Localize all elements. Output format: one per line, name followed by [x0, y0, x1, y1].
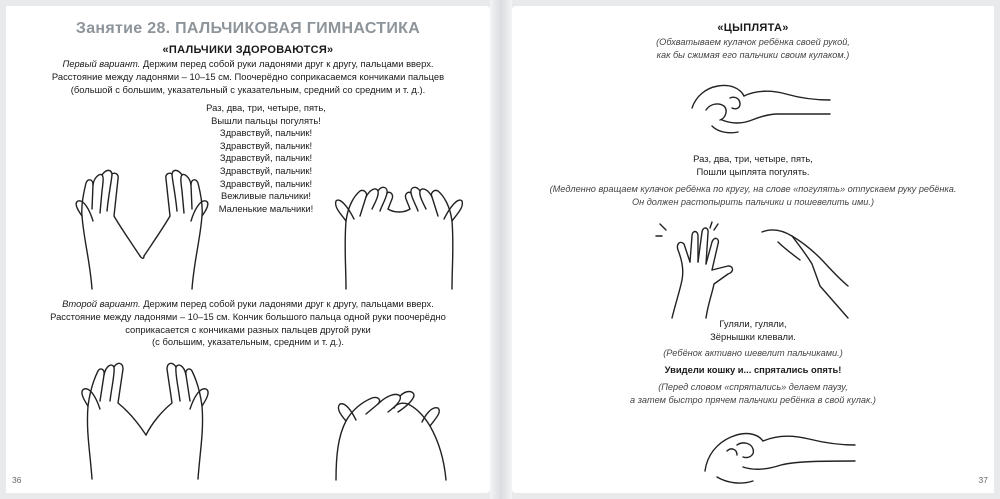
book-spine [490, 0, 512, 499]
hands-illustration-4 [306, 356, 466, 481]
variant2-label: Второй вариант. [62, 298, 141, 309]
game-title-chicks: «ЦЫПЛЯТА» [717, 22, 789, 34]
fist-illustration-2 [697, 411, 857, 491]
variant1-instructions: Первый вариант. Держим перед собой руки ладонями друг к другу, пальцами вверх. Расстояние между ладонями – 10–15 см. Поочерёдно соприкасаемся кончиками пальцев (большой с большим, указательный с указательным, средний со средним и т. д.). [51, 58, 445, 95]
variant1-label: Первый вариант. [62, 58, 141, 69]
game-title: «ПАЛЬЧИКИ ЗДОРОВАЮТСЯ» [162, 44, 334, 56]
page-number-left: 36 [12, 475, 22, 485]
note-4: (Перед словом «спрятались» делаем паузу, а затем быстро прячем пальчики ребёнка в свой кулак.) [630, 382, 876, 405]
right-page [512, 6, 994, 493]
lesson-title: Занятие 28. ПАЛЬЧИКОВАЯ ГИМНАСТИКА [75, 20, 421, 37]
page-number-right: 37 [978, 475, 988, 485]
poem-1: Раз, два, три, четыре, пять, Пошли цыплята погулять. [693, 153, 813, 177]
note-3: (Ребёнок активно шевелит пальчиками.) [663, 348, 843, 358]
left-page [6, 6, 490, 493]
hands-illustration-1 [62, 161, 222, 291]
poem-2: Гуляли, гуляли, Зёрнышки клевали. [710, 318, 796, 342]
poem: Раз, два, три, четыре, пять, Вышли пальцы погулять! Здравствуй, пальчик! Здравствуй, пальчик! Здравствуй, пальчик! Здравствуй, пальчик! Здравствуй, пальчик! Вежливые пальчики! Маленькие мальчики! [206, 102, 326, 214]
note-1: (Обхватываем кулачок ребёнка своей рукой, как бы сжимая его пальчики своим кулаком.) [656, 37, 850, 60]
hands-illustration-3 [72, 351, 222, 481]
fist-illustration-1 [682, 68, 832, 150]
variant2-instructions: Второй вариант. Держим перед собой руки ладонями друг к другу, пальцами вверх. Расстояние между ладонями – 10–15 см. Кончик большого пальца одной руки поочерёдно соприкасается с кончиками разных пальцев другой руки (с большим, указательным, средним и т. д.). [50, 298, 446, 348]
hands-illustration-2 [324, 161, 474, 291]
note-2: (Медленно вращаем кулачок ребёнка по кругу, на слове «погулять» отпускаем руку ребёнка. Он должен растопырить пальчики и пошевелить ими.) [549, 184, 957, 207]
open-hands-illustration [652, 214, 852, 322]
poem-3: Увидели кошку и... спрятались опять! [664, 364, 842, 375]
